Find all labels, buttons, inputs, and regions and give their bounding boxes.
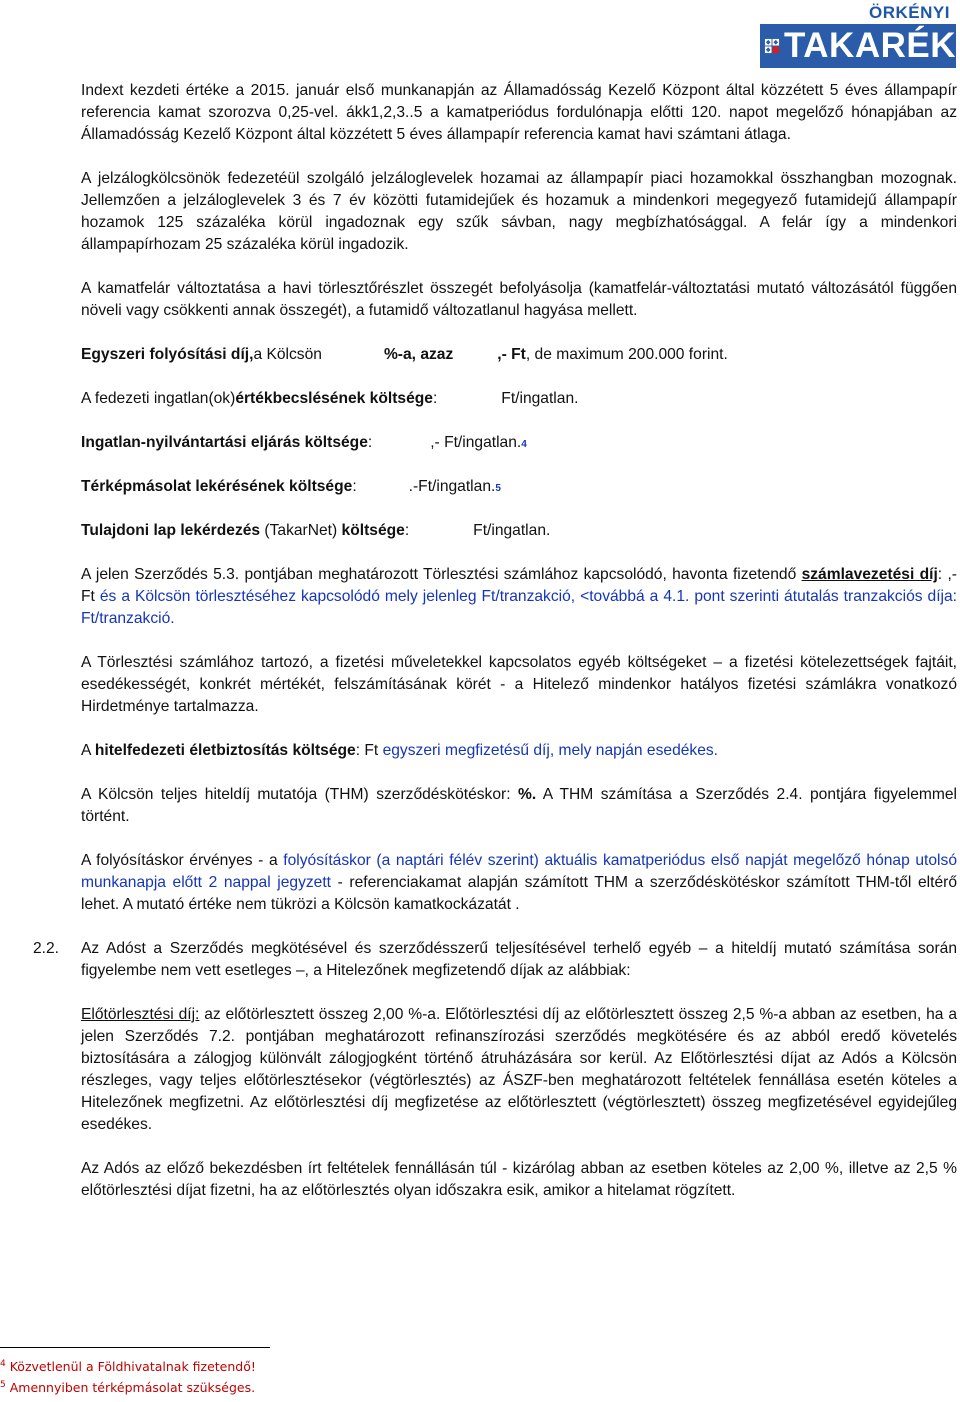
title-deed-fee-label: Tulajdoni lap lekérdezés [81, 522, 261, 539]
prepayment-label: Előtörlesztési díj: [81, 1006, 200, 1023]
index-paragraph: Indext kezdeti értéke a 2015. január első munkanapján az Államadósság Kezelő Központ által közzétett 5 éves állampapír referencia kamat szorozva 0,25-vel. ákk1,2,3..5 a kamatperiódus fordulónapja előtti 120. napot megelőző hónapjában az Államadósság Kezelő Központ által közzétett 5 éves állampapír referencia kamat havi számtani átlaga. [81, 82, 957, 143]
map-copy-fee-colon: : [352, 478, 357, 495]
title-deed-fee-row [81, 520, 957, 542]
footnote-4 [0, 1359, 256, 1374]
account-fee-text1: A jelen Szerződés 5.3. pontjában meghatározott Törlesztési számlához kapcsolódó, havonta fizetendő [81, 566, 802, 583]
land-registry-fee-unit: ,- Ft/ingatlan. [430, 434, 522, 451]
account-fee-label: számlavezetési díj [801, 566, 938, 583]
logo-mark-icon [764, 29, 780, 63]
map-copy-fee-row: Térképmásolat lekérésének költsége : .-Ft/ingatlan. 5 [81, 476, 957, 498]
land-registry-fee-colon: : [367, 434, 373, 451]
thm-paragraph [81, 784, 957, 828]
valuation-fee-row [81, 388, 957, 410]
logo-bar [760, 24, 956, 68]
footnote-5-number: 5 [0, 1380, 6, 1390]
mortgage-bond-paragraph: A jelzálogkölcsönök fedezetéül szolgáló jelzáloglevelek hozamai az állampapír piaci hozamokkal összhangban mozognak. Jellemzően a jelzáloglevelek 3 és 7 év közötti futamidejűek és hozamuk a mindenkori megegyező futamidejű állampapír hozamok 125 százaléka körül ingadoznak egy szűk sávban, nagy megbízhatósággal. A felár így a mindenkori állampapírhozam 25 százaléka körül ingadozik. [81, 170, 957, 253]
land-registry-fee-row: Ingatlan-nyilvántartási eljárás költsége : ,- Ft/ingatlan. 4 [81, 432, 957, 454]
section-2-2-number: 2.2. [33, 940, 60, 957]
prepayment-paragraph [81, 1004, 957, 1136]
insurance-text1: A [81, 742, 95, 759]
title-deed-fee-label2: költsége [341, 522, 405, 539]
account-fee-text2: : ,- Ft [81, 566, 957, 605]
prepayment-conditions-paragraph: Az Adós az előző bekezdésben írt feltételek fennállásán túl - kizárólag abban az esetben köteles az 2,00 %, illetve az 2,5 % előtörlesztési díjat fizetni, ha az előtörlesztés olyan időszakra esik, amikor a hitelamat rögzített. [81, 1160, 957, 1199]
map-copy-fee-label: Térképmásolat lekérésének költsége [81, 478, 353, 495]
footnote-5-text: Amennyiben térképmásolat szükséges. [9, 1380, 256, 1395]
thm-text2: A THM számítása a Szerződés 2.4. pontjára figyelemmel történt. [81, 786, 957, 825]
document-body [33, 80, 958, 1202]
margin-change-paragraph: A kamatfelár változtatása a havi törlesztőrészlet összegét befolyásolja (kamatfelár-változtatási mutató változásától függően növeli vagy csökkenti annak összegét), a futamidő változatlanul hagyása mellett. [81, 280, 957, 319]
section-2-2 [33, 938, 957, 982]
thm-note-blue-text: folyósításkor (a naptári félév szerint) aktuális kamatperiódus első napját megelőző hónap utolsó munkanapja előtt 2 nappal jegyzett [81, 852, 957, 891]
insurance-paragraph [81, 740, 957, 762]
thm-percent: %. [518, 786, 537, 803]
valuation-fee-label: értékbecslésének költsége [235, 390, 433, 407]
thm-note-text2: - referenciakamat alapján számított THM a szerződéskötéskor számított THM-től eltérő lehet. A mutató értéke nem tükrözi a Kölcsön kamatkockázatát . [81, 874, 957, 913]
bank-logo [760, 4, 956, 70]
insurance-blue-text: egyszeri megfizetésű díj, mely napján esedékes. [382, 742, 719, 759]
section-2-2-text: Az Adóst a Szerződés megkötésével és szerződésszerű teljesítésével terhelő egyéb – a hiteldíj mutató számítása során figyelembe nem vett esetleges –, a Hitelezőnek megfizetendő díjak az alábbiak: [81, 940, 957, 979]
footnote-divider [0, 1347, 270, 1348]
disbursement-fee-percent: %-a, azaz [383, 346, 454, 363]
insurance-label: hitelfedezeti életbiztosítás költsége [94, 742, 356, 759]
disbursement-fee-ft: ,- Ft [497, 346, 526, 363]
disbursement-fee-text: a Kölcsön [253, 346, 322, 363]
thm-text1: A Kölcsön teljes hiteldíj mutatója (THM) szerződéskötéskor: [81, 786, 518, 803]
disbursement-fee-tail: , de maximum 200.000 forint. [525, 346, 728, 363]
thm-note-text1: A folyósításkor érvényes - a [81, 852, 284, 869]
title-deed-fee-unit: Ft/ingatlan. [473, 522, 551, 539]
title-deed-fee-mid: (TakarNet) [260, 522, 342, 539]
valuation-fee-pre: A fedezeti ingatlan(ok) [81, 390, 236, 407]
prepayment-text: az előtörlesztett összeg 2,00 %-a. Előtörlesztési díj az előtörlesztett összeg 2,5 %-a abban az esetben, ha a jelen Szerződés 7.2. pontjában meghatározott refinanszírozási szerződés megkötésére és az abból eredő követelés biztosítására a zálogjog különvált zálogjogként történő átruházására sor kerül. Az Előtörlesztési díjat az Adós a Kölcsön részleges, vagy teljes előtörlesztésekor (végtörlesztés) az ÁSZF-ben meghatározott feltételek fennállása esetén köteles a Hitelezőnek megfizetni. Az előtörlesztési díj megfizetése az előtörlesztett (végtörlesztett) összeg megfizetésével egyidejűleg esedékes. [81, 1006, 958, 1133]
map-copy-fee-unit: .-Ft/ingatlan. [408, 478, 496, 495]
footnote-4-number: 4 [0, 1359, 6, 1369]
disbursement-fee-label: Egyszeri folyósítási díj, [81, 346, 254, 363]
payment-costs-paragraph: A Törlesztési számlához tartozó, a fizetési műveletekkel kapcsolatos egyéb költségeket – a fizetési kötelezettségek fajtáit, esedékességét, konkrét mértékét, felszámításának körét - a Hitelező mindenkor hatályos fizetési számlákra vonatkozó Hirdetménye tartalmazza. [81, 654, 957, 715]
title-deed-fee-colon: : [404, 522, 410, 539]
insurance-text2: : Ft [355, 742, 383, 759]
logo-main-text: TAKARÉK [783, 26, 956, 65]
footnote-5 [0, 1380, 255, 1395]
logo-top-text: ÖRKÉNYI [869, 3, 950, 22]
account-fee-paragraph [81, 564, 957, 630]
valuation-fee-unit: Ft/ingatlan. [501, 390, 579, 407]
valuation-fee-colon: : [432, 390, 438, 407]
land-registry-fee-label: Ingatlan-nyilvántartási eljárás költsége [81, 434, 368, 451]
account-fee-blue-text: és a Kölcsön törlesztéséhez kapcsolódó mely jelenleg Ft/tranzakció, <továbbá a 4.1. pont szerinti átutalás tranzakciós díja: Ft/tranzakció. [81, 588, 957, 627]
footnote-4-text: Közvetlenül a Földhivatalnak fizetendő! [9, 1359, 256, 1374]
thm-note-paragraph [81, 850, 957, 916]
disbursement-fee-row [81, 344, 957, 366]
